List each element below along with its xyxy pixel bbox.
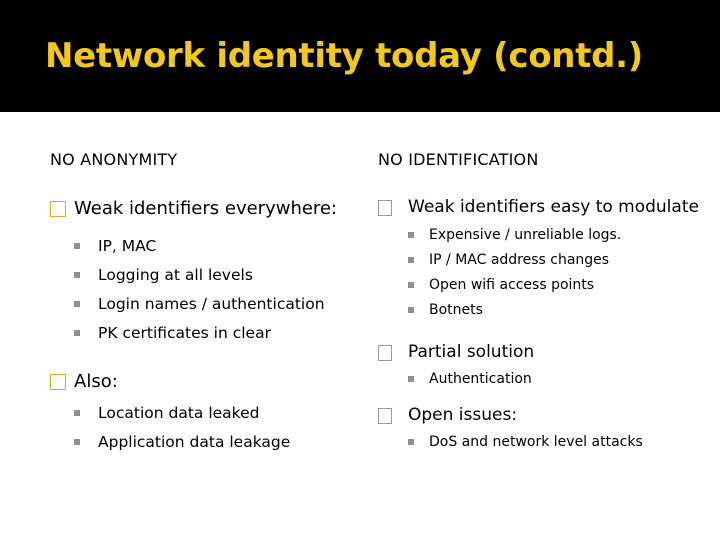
list-item: DoS and network level attacks — [408, 432, 708, 457]
bullet-text: Weak identifiers everywhere: — [50, 196, 360, 221]
right-item-open-issues — [378, 404, 708, 457]
right-item-partial-solution — [378, 341, 708, 394]
list-item: PK certificates in clear — [74, 322, 360, 351]
square-bullet-icon — [74, 439, 80, 445]
square-bullet-icon — [74, 243, 80, 249]
square-bullet-icon — [408, 232, 414, 238]
right-item-weak-identifiers — [378, 196, 708, 325]
bullet-box-icon — [378, 200, 392, 216]
title-bar — [0, 0, 720, 112]
square-bullet-icon — [74, 330, 80, 336]
bullet-box-icon — [378, 345, 392, 361]
left-column — [50, 150, 360, 460]
bullet-box-icon — [378, 408, 392, 424]
right-column-heading: NO IDENTIFICATION — [378, 150, 539, 169]
square-bullet-icon — [408, 257, 414, 263]
square-bullet-icon — [408, 282, 414, 288]
bullet-text: Weak identifiers easy to modulate — [378, 196, 708, 219]
square-bullet-icon — [74, 301, 80, 307]
list-item: Logging at all levels — [74, 264, 360, 293]
list-item: Login names / authentication — [74, 293, 360, 322]
square-bullet-icon — [408, 439, 414, 445]
list-item: Application data leakage — [74, 431, 360, 460]
list-item: IP / MAC address changes — [408, 250, 708, 275]
list-item: Botnets — [408, 300, 708, 325]
square-bullet-icon — [408, 307, 414, 313]
sub-list — [408, 432, 708, 457]
sub-list — [74, 402, 360, 460]
left-item-weak-identifiers — [50, 196, 360, 351]
list-item: Location data leaked — [74, 402, 360, 431]
right-column — [378, 150, 708, 457]
square-bullet-icon — [408, 376, 414, 382]
sub-list — [408, 225, 708, 325]
square-bullet-icon — [74, 410, 80, 416]
left-column-heading: NO ANONYMITY — [50, 150, 178, 169]
bullet-box-icon — [50, 374, 66, 390]
list-item: Authentication — [408, 369, 708, 394]
sub-list — [408, 369, 708, 394]
bullet-box-icon — [50, 201, 66, 217]
sub-list — [74, 235, 360, 351]
bullet-text: Partial solution — [378, 341, 708, 364]
left-item-also — [50, 369, 360, 460]
bullet-text: Open issues: — [378, 404, 708, 427]
list-item: Expensive / unreliable logs. — [408, 225, 708, 250]
square-bullet-icon — [74, 272, 80, 278]
slide-title: Network identity today (contd.) — [45, 36, 644, 76]
list-item: Open wifi access points — [408, 275, 708, 300]
bullet-text: Also: — [50, 369, 360, 394]
list-item: IP, MAC — [74, 235, 360, 264]
